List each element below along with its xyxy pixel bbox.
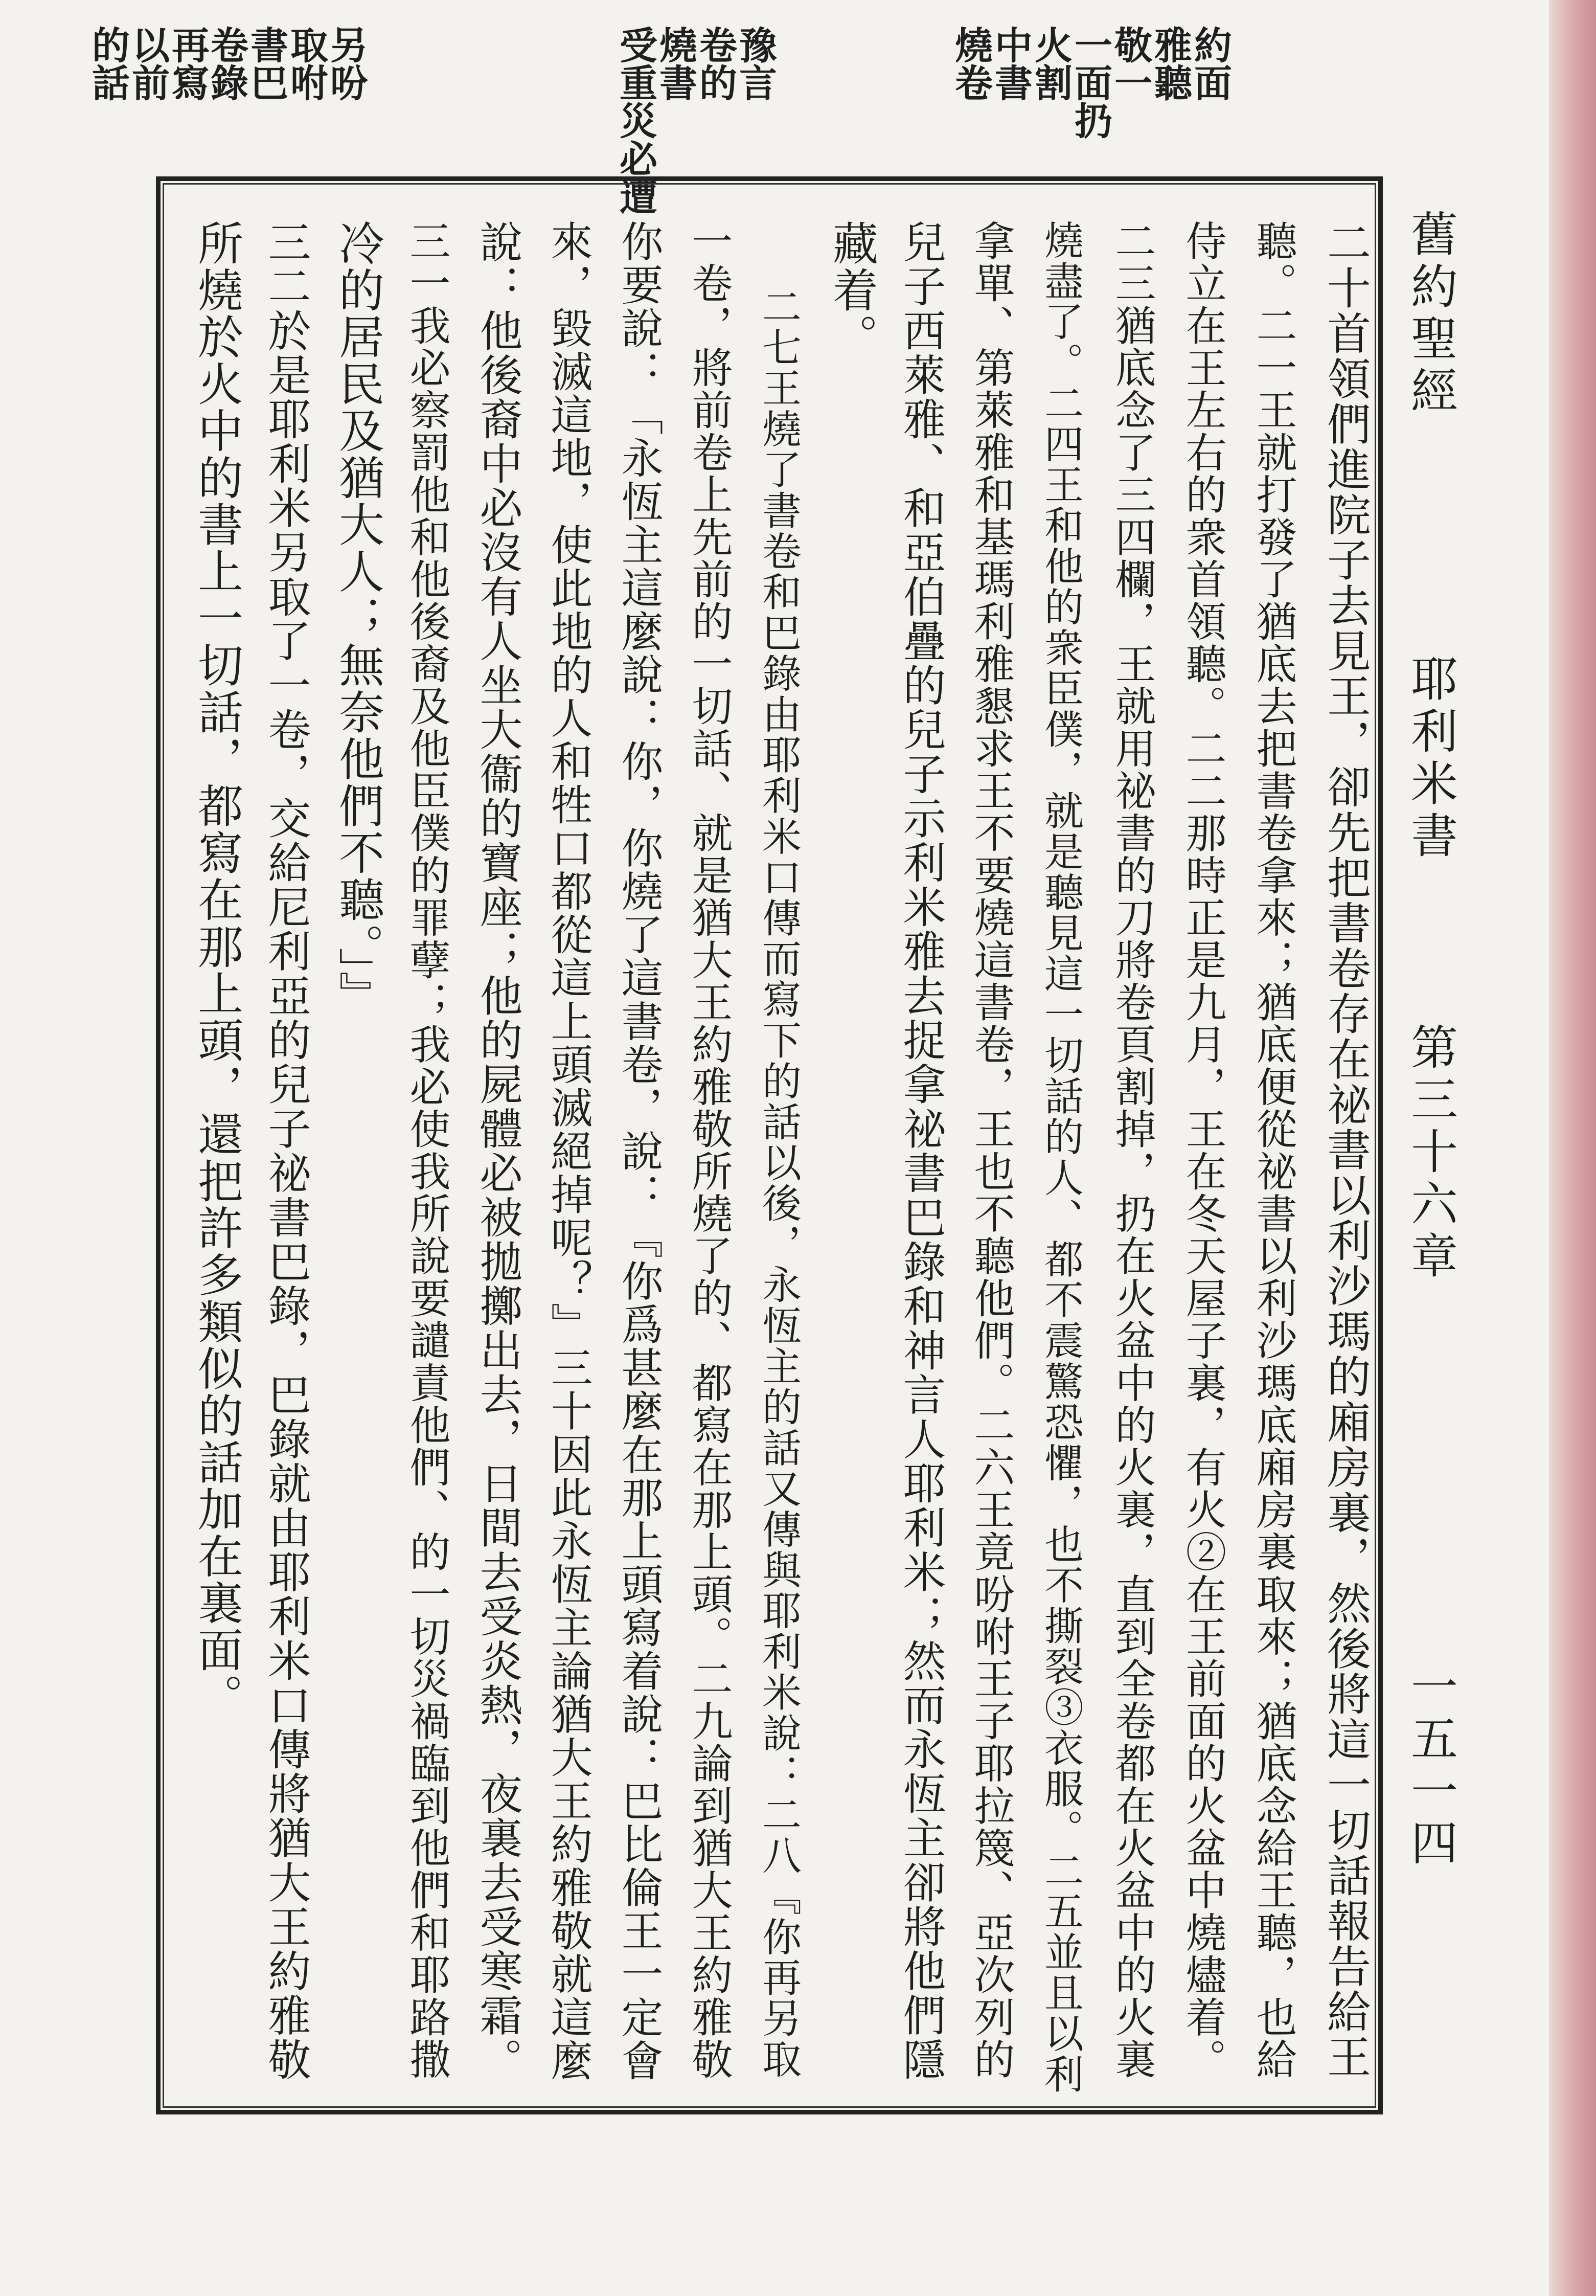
bleed-through <box>1278 61 1322 105</box>
text-column: 所燒於火中的書上一切話，都寫在那上頭，還把許多類似的話加在裏面。 <box>191 220 244 1721</box>
text-column: 冷的居民及猶大人；無奈他們不聽。」』 <box>332 220 385 1019</box>
text-column: 聽。二一王就打發了猶底去把書卷拿來；猶底便從祕書以利沙瑪底廂房裏取來；猶底念給王聽，也給 <box>1249 220 1297 2081</box>
note-line: 中書 <box>989 26 1033 101</box>
note-line: 約面 <box>1188 26 1232 101</box>
note-line: 燒書 <box>653 26 697 101</box>
text-column: 一卷，將前卷上先前的一切話、就是猶大王約雅敬所燒了的、都寫在那上頭。二九論到猶大王約雅敬 <box>685 220 733 2081</box>
book-name: 耶利米書 <box>1403 655 1458 863</box>
running-title: 舊約聖經 <box>1403 210 1458 418</box>
text-column: 說：他後裔中必沒有人坐大衞的寶座；他的屍體必被拋擲出去，日間去受炎熱，夜裏去受寒霜。 <box>473 220 523 2082</box>
note-line: 火割 <box>1029 26 1073 101</box>
text-column: 藏着。 <box>826 220 879 361</box>
text-column: 三一我必察罰他和他後裔及他臣僕的罪孽；我必使我所說要譴責他們、的一切災禍臨到他們和耶路撒 <box>403 220 450 2081</box>
text-column: 二十首領們進院子去見王，卻先把書卷存在祕書以利沙瑪的廂房裏，然後將這一切話報告給王 <box>1319 220 1371 2080</box>
text-column: 兒子西萊雅、和亞伯疊的兒子示利米雅去捉拿祕書巴錄和神言人耶利米；然而永恆主卻將他們隱 <box>896 220 946 2082</box>
page-number: 一五一四 <box>1403 1662 1458 1871</box>
text-column: 三二於是耶利米另取了一卷，交給尼利亞的兒子祕書巴錄，巴錄就由耶利米口傳將猶大王約雅敬 <box>261 220 311 2082</box>
text-column: 燒盡了。二四王和他的衆臣僕，就是聽見這一切話的人、都不震驚恐懼，也不撕裂③衣服。二五並且以利 <box>1038 220 1083 2095</box>
note-line: 卷的 <box>693 26 737 101</box>
note-line: 一面扔 <box>1068 26 1112 139</box>
chapter-heading: 第三十六章 <box>1403 1023 1458 1284</box>
text-column: 二三猶底念了三四欄，王就用祕書的刀將卷頁割掉，扔在火盆中的火裏，直到全卷都在火盆中的火裏 <box>1108 220 1156 2081</box>
note-line: 再寫 <box>166 26 210 101</box>
note-line: 取咐 <box>284 26 328 101</box>
note-line: 卷錄 <box>204 26 248 101</box>
note-line: 敬一 <box>1108 26 1152 101</box>
note-line: 另吩 <box>324 26 368 101</box>
text-column: 你要說：「永恆主這麼說：你，你燒了這書卷，說：『你爲甚麼在那上頭寫着說：巴比倫王一定會 <box>614 220 663 2083</box>
text-column: 侍立在王左右的衆首領聽。二二那時正是九月，王在冬天屋子裏，有火②在王前面的火盆中燒燼着。 <box>1179 220 1226 2081</box>
note-line: 以前 <box>126 26 170 101</box>
text-column: 二七王燒了書卷和巴錄由耶利米口傳而寫下的話以後，永恆主的話又傳與耶利米說：二八『你再另取 <box>756 286 801 2080</box>
note-line: 書巴 <box>244 26 288 101</box>
note-line: 雅聽 <box>1148 26 1192 101</box>
note-line: 的話 <box>86 26 130 101</box>
note-line: 燒卷 <box>949 26 993 101</box>
text-column: 拿單、第萊雅和基瑪利雅懇求王不要燒這書卷，王也不聽他們。二六王竟吩咐王子耶拉篾、亞次列的 <box>967 220 1015 2081</box>
text-column: 來，毀滅這地，使此地的人和牲口都從這上頭滅絕掉呢？』三十因此永恆主論猶大王約雅敬就這麼 <box>544 220 592 2083</box>
note-line: 豫言 <box>733 26 777 101</box>
note-line: 受重災必遭 <box>613 26 657 215</box>
page-edge <box>1549 0 1596 2296</box>
